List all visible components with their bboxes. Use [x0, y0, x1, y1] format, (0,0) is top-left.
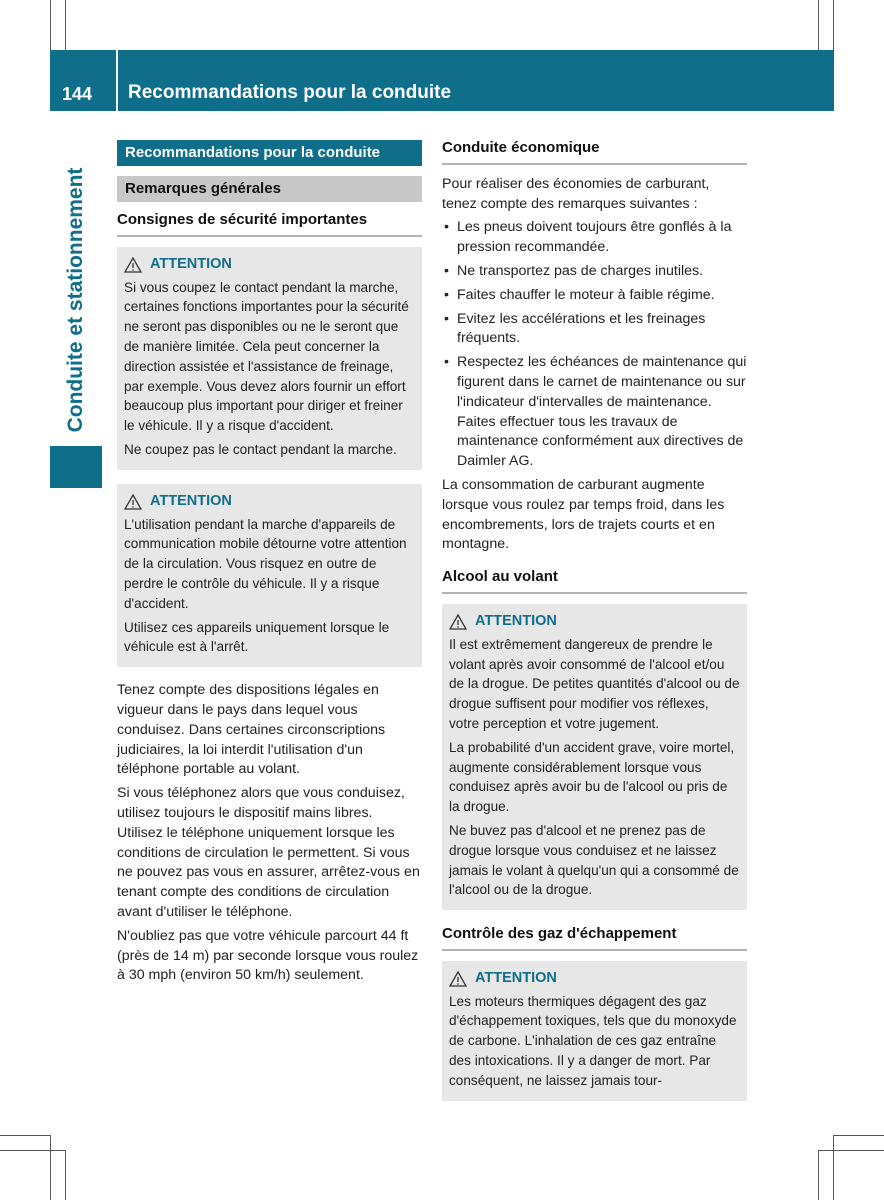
warning-label: ATTENTION — [475, 969, 557, 986]
crop-mark — [833, 1135, 834, 1200]
header-divider — [116, 50, 118, 111]
crop-mark — [50, 1135, 51, 1200]
body-paragraph: Si vous téléphonez alors que vous conduisez, utilisez toujours le dispositif mains libres. Utilisez le téléphone uniquement lorsque les conditions de circulation le permettent. Si vous ne pouvez pas vous en assurer, arrêtez-vous en tenant compte des conditions de circulation avant d'utiliser le téléphone. — [117, 785, 420, 920]
warning-text: Ne buvez pas d'alcool et ne prenez pas de drogue lorsque vous conduisez et ne laissez jamais le volant à quelqu'un qui a consommé de l'alcool ou de la drogue. — [449, 822, 739, 898]
warning-text: Utilisez ces appareils uniquement lorsque le véhicule est à l'arrêt. — [124, 619, 390, 655]
crop-mark — [0, 1150, 65, 1151]
warning-label: ATTENTION — [475, 612, 557, 629]
crop-mark — [50, 0, 51, 50]
warning-header — [449, 969, 740, 989]
section-tab-marker — [50, 446, 102, 488]
column-left — [117, 140, 422, 990]
warning-text: Les moteurs thermiques dégagent des gaz d'échappement toxiques, tels que du monoxyde de carbone. L'inhalation de ces gaz entraîne des intoxications. Il y a danger de mort. Par conséquent, ne laissez jamais tour- — [449, 993, 737, 1088]
list-item: • Faites chauffer le moteur à faible régime. — [442, 286, 747, 306]
section-title: Recommandations pour la conduite — [117, 140, 422, 166]
list-item: • Respectez les échéances de maintenance qui figurent dans le carnet de maintenance ou sur l'indicateur d'intervalles de maintenance. Faites effectuer tous les travaux de maintenance conformément aux directives de Daimler AG. — [442, 353, 747, 472]
heading-safety: Consignes de sécurité importantes — [117, 210, 422, 237]
warning-label: ATTENTION — [150, 492, 232, 509]
crop-mark — [65, 1150, 66, 1200]
body-paragraph: La consommation de carburant augmente lorsque vous roulez par temps froid, dans les encombrements, lors de trajets courts et en montagne. — [442, 476, 725, 553]
warning-box — [117, 247, 422, 470]
warning-box — [442, 961, 747, 1101]
section-label: Conduite et stationnement — [64, 167, 87, 433]
crop-mark — [65, 0, 66, 50]
body-paragraph: Pour réaliser des économies de carburant, tenez compte des remarques suivantes : — [442, 175, 710, 212]
warning-header — [124, 255, 415, 275]
subsection-title: Remarques générales — [117, 176, 422, 202]
warning-triangle-icon — [449, 614, 467, 630]
crop-mark — [833, 0, 834, 50]
warning-text: La probabilité d'un accident grave, voire mortel, augmente considérablement lorsque vous conduisez après avoir bu de l'alcool ou pris de la drogue. — [449, 739, 735, 815]
body-paragraph: Tenez compte des dispositions légales en vigueur dans le pays dans lequel vous conduisez. Dans certaines circonscriptions judiciaires, la loi interdit l'utilisation d'un téléphone portable au volant. — [117, 682, 386, 778]
warning-header — [449, 612, 740, 632]
warning-text: Il est extrêmement dangereux de prendre le volant après avoir consommé de l'alcool et/ou de la drogue. De petites quantités d'alcool ou de drogue suffisent pour modifier vos réflexes, votre perception et votre jugement. — [449, 636, 740, 731]
warning-text: Ne coupez pas le contact pendant la marche. — [124, 441, 397, 457]
body-paragraph: N'oubliez pas que votre véhicule parcourt 44 ft (près de 14 m) par seconde lorsque vous roulez à 30 mph (environ 50 km/h) seulement. — [117, 927, 419, 984]
warning-box — [442, 604, 747, 910]
page-number: 144 — [62, 84, 93, 104]
warning-triangle-icon — [124, 494, 142, 510]
list-item: • Les pneus doivent toujours être gonflés à la pression recommandée. — [442, 218, 747, 258]
heading-alcohol: Alcool au volant — [442, 567, 747, 594]
crop-mark — [818, 1150, 884, 1151]
warning-box — [117, 484, 422, 667]
page-title: Recommandations pour la conduite — [128, 82, 452, 103]
heading-eco: Conduite économique — [442, 138, 747, 165]
list-item: • Evitez les accélérations et les freinages fréquents. — [442, 310, 747, 350]
warning-triangle-icon — [449, 971, 467, 987]
crop-mark — [818, 1150, 819, 1200]
warning-text: L'utilisation pendant la marche d'appareils de communication mobile détourne votre attention de la circulation. Vous risquez en outre de perdre le contrôle du véhicule. Il y a risque d'accident. — [124, 516, 407, 611]
crop-mark — [818, 0, 819, 50]
column-right — [442, 138, 747, 1115]
crop-mark — [0, 1135, 50, 1136]
list-item: • Ne transportez pas de charges inutiles. — [442, 262, 747, 282]
crop-mark — [834, 1135, 884, 1136]
warning-header — [124, 492, 415, 512]
warning-text: Si vous coupez le contact pendant la marche, certaines fonctions importantes pour la sécurité ne seront pas disponibles ou ne le seront que de manière limitée. Cela peut concerner la direction assistée et l'assistance de freinage, par exemple. Vous devez alors fournir un effort beaucoup plus important pour diriger et freiner le véhicule. Il y a risque d'accident. — [124, 279, 409, 434]
warning-triangle-icon — [124, 257, 142, 273]
warning-label: ATTENTION — [150, 255, 232, 272]
heading-exhaust: Contrôle des gaz d'échappement — [442, 924, 747, 951]
